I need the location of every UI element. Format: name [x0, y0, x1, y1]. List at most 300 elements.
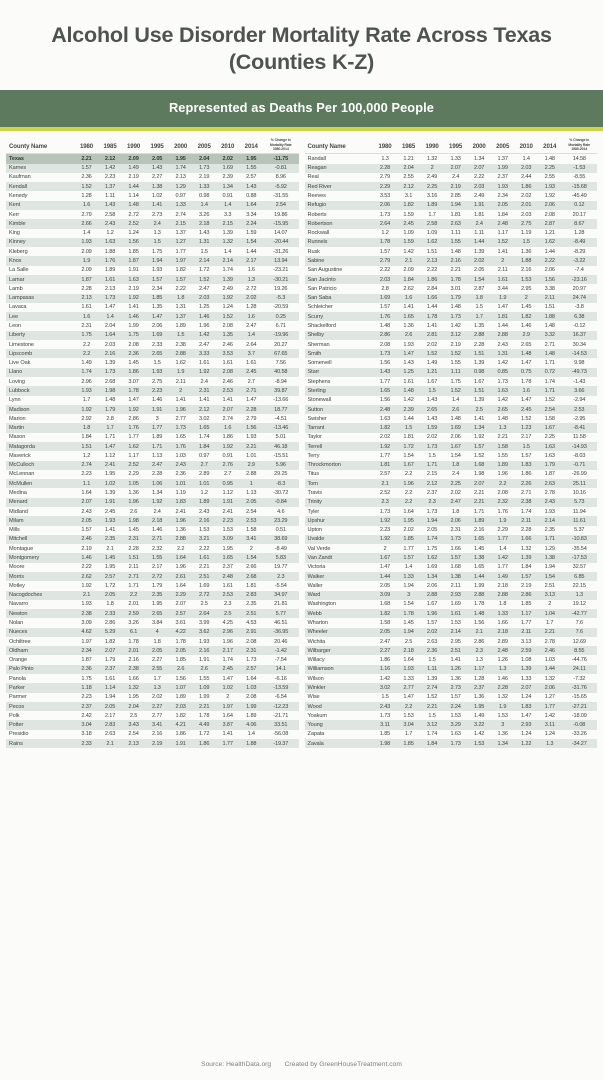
- rate-cell: 1.91: [199, 657, 210, 664]
- rate-cell: 3.09: [81, 619, 92, 626]
- rate-cell: 1.68: [379, 601, 391, 608]
- rate-cell: 1.74: [544, 378, 555, 385]
- rate-cell: 2.74: [420, 683, 444, 692]
- rate-cell: 1.19: [175, 490, 186, 497]
- rate-cell: 1.41: [199, 397, 210, 404]
- rate-cell: 1.86: [521, 471, 532, 478]
- rate-cell: 1.55: [199, 675, 210, 682]
- rate-cell: 1.27: [169, 238, 193, 247]
- rate-cell: 1.67: [538, 423, 562, 432]
- county-name-cell: Texas: [6, 154, 75, 164]
- county-name-cell: King: [9, 230, 20, 237]
- rate-cell: 2.18: [491, 628, 515, 637]
- rate-cell: 1.14: [128, 193, 139, 200]
- county-name-cell: Willacy: [307, 657, 325, 664]
- rate-cell: 2.86: [473, 638, 485, 645]
- rate-cell: 2.5: [216, 609, 240, 618]
- rate-cell: 1.65: [192, 423, 216, 432]
- rate-cell: 2.13: [122, 739, 146, 748]
- col-header-1995-right: 1995: [444, 137, 468, 154]
- rate-cell: 3.04: [75, 720, 99, 729]
- col-header-pct-change: [263, 137, 299, 154]
- rate-cell: 3.43: [122, 720, 146, 729]
- rate-cell: 2.6: [129, 508, 138, 515]
- rate-cell: 1.24: [521, 694, 532, 701]
- rate-cell: 1.57: [514, 572, 538, 581]
- rate-cell: 2.88: [169, 349, 193, 358]
- rate-cell: 2.03: [169, 702, 193, 711]
- rate-cell: 2.3: [224, 601, 232, 608]
- rate-cell: 2.2: [122, 591, 146, 600]
- table-row: [6, 294, 299, 303]
- rate-cell: 1.73: [444, 739, 468, 748]
- pct-change-cell: -15.65: [571, 694, 587, 701]
- rate-cell: 1.96: [199, 322, 210, 329]
- pct-change-cell: -49.73: [562, 368, 598, 377]
- rate-cell: 1.78: [420, 312, 444, 321]
- rate-cell: 1.89: [175, 694, 186, 701]
- rate-cell: 2.15: [426, 471, 438, 478]
- pct-change-cell: -21.71: [273, 712, 289, 719]
- rate-cell: 1.46: [151, 527, 163, 534]
- rate-cell: 2.05: [169, 646, 193, 655]
- table-row: [6, 219, 299, 228]
- rate-cell: 1.03: [544, 657, 555, 664]
- rate-cell: 4.06: [239, 720, 263, 729]
- rate-cell: 1.64: [98, 331, 122, 340]
- rate-cell: 1.66: [497, 619, 508, 626]
- table-row: [305, 340, 598, 349]
- rate-cell: 1.51: [75, 442, 99, 451]
- rate-cell: 1.01: [169, 479, 193, 488]
- rate-cell: 1.87: [122, 256, 146, 265]
- rate-cell: 2.28: [491, 683, 515, 692]
- rate-cell: 3: [155, 415, 159, 422]
- rate-cell: 2.05: [98, 591, 122, 600]
- rate-cell: 1.83: [514, 702, 538, 711]
- table-row: [305, 516, 598, 525]
- rate-cell: 2.35: [544, 527, 555, 534]
- rate-cell: 2.2: [397, 498, 421, 507]
- rate-cell: 1.45: [473, 545, 485, 552]
- table-row: [305, 553, 598, 562]
- rate-cell: 1.8: [444, 461, 468, 470]
- rate-cell: 2.22: [175, 285, 186, 292]
- rate-cell: 2.91: [239, 628, 263, 637]
- rate-cell: 1: [239, 479, 263, 488]
- rate-cell: 1.65: [467, 535, 491, 544]
- rate-cell: 2.17: [151, 564, 163, 571]
- rate-cell: 1.48: [467, 609, 491, 618]
- rate-cell: 1.61: [98, 275, 122, 284]
- table-row: [6, 628, 299, 637]
- rate-cell: 1.78: [444, 275, 468, 284]
- county-name-cell: Randall: [307, 155, 326, 162]
- county-name-cell: Lamb: [9, 285, 23, 292]
- rate-cell: 2.83: [98, 720, 122, 729]
- rate-cell: 1.86: [420, 275, 444, 284]
- col-header-1980-right: 1980: [373, 137, 397, 154]
- rate-cell: 2.45: [397, 219, 421, 228]
- pct-change-line-2-right: Mortality Rate: [568, 142, 591, 147]
- rate-cell: 1.19: [521, 230, 532, 237]
- pct-change-cell: 32.57: [572, 564, 586, 571]
- rate-cell: 2.95: [521, 285, 532, 292]
- rate-cell: 2.39: [222, 174, 233, 181]
- table-row: [305, 461, 598, 470]
- rate-cell: 1.47: [98, 442, 122, 451]
- rate-cell: 2.71: [521, 490, 532, 497]
- rate-cell: 1.81: [373, 461, 397, 470]
- table-row: [305, 535, 598, 544]
- title-line-2: (Counties K-Z): [228, 50, 375, 75]
- pct-change-cell: -27.21: [562, 702, 598, 711]
- rate-cell: 2.16: [151, 731, 163, 738]
- left-table-body: [6, 154, 299, 749]
- rate-cell: 1.9: [169, 368, 193, 377]
- table-row: [6, 739, 299, 748]
- table-row: [305, 433, 598, 442]
- rate-cell: 1.92: [75, 405, 99, 414]
- table-row: [305, 470, 598, 479]
- rate-cell: 2.07: [444, 164, 468, 173]
- rate-cell: 1.77: [538, 702, 562, 711]
- rate-cell: 1.92: [81, 582, 92, 589]
- rate-cell: 2.68: [239, 572, 263, 581]
- rate-cell: 1.63: [122, 275, 146, 284]
- rate-cell: 2.42: [81, 712, 92, 719]
- rate-cell: 1.63: [450, 731, 461, 738]
- rate-cell: 2.54: [246, 508, 257, 515]
- rate-cell: 1.88: [239, 739, 263, 748]
- rate-cell: 1.69: [444, 423, 468, 432]
- rate-cell: 1.79: [98, 405, 122, 414]
- rate-cell: 1.3: [153, 230, 161, 237]
- rate-cell: 1.64: [175, 582, 186, 589]
- county-name-cell: Nolan: [9, 619, 24, 626]
- rate-cell: 2.2: [176, 545, 185, 552]
- pct-change-line-1-right: % Change in: [569, 138, 590, 143]
- rate-cell: 1.89: [491, 461, 515, 470]
- rate-cell: 1.32: [544, 675, 555, 682]
- rate-cell: 1.33: [403, 675, 414, 682]
- rate-cell: 2.31: [192, 386, 216, 395]
- rate-cell: 1.73: [426, 508, 438, 515]
- rate-cell: 1.6: [75, 312, 99, 321]
- rate-cell: 1.56: [122, 238, 146, 247]
- rate-cell: 1.43: [239, 182, 263, 191]
- rate-cell: 2.16: [473, 527, 485, 534]
- rate-cell: 1.39: [473, 360, 485, 367]
- table-row: [305, 451, 598, 460]
- rate-cell: 2.25: [444, 479, 468, 488]
- pct-change-cell: -7.54: [274, 657, 287, 664]
- col-header-1995: 1995: [145, 137, 169, 154]
- rate-cell: 3.44: [497, 285, 508, 292]
- rate-cell: 1.52: [75, 182, 99, 191]
- rate-cell: 2.02: [426, 434, 438, 441]
- rate-cell: 1.56: [379, 397, 391, 404]
- footer: [0, 1048, 603, 1080]
- pct-change-cell: 7.56: [275, 360, 286, 367]
- rate-cell: 1.74: [169, 164, 193, 173]
- rate-cell: 1.42: [491, 553, 515, 562]
- rate-cell: 1.86: [222, 434, 233, 441]
- county-name-cell: Medina: [9, 490, 27, 497]
- pct-change-cell: -34.27: [562, 739, 598, 748]
- rate-cell: 1.11: [105, 193, 115, 200]
- rate-cell: 1.85: [397, 739, 421, 748]
- rate-cell: 1.75: [450, 378, 461, 385]
- pct-change-cell: -1.42: [263, 646, 299, 655]
- pct-change-cell: -18.09: [571, 712, 587, 719]
- rate-cell: 1.93: [544, 508, 555, 515]
- rate-cell: 2.29: [497, 527, 508, 534]
- rate-cell: 1.64: [169, 553, 193, 562]
- rate-cell: 2.61: [169, 572, 193, 581]
- rate-cell: 1.62: [420, 553, 444, 562]
- rate-cell: 1.2: [82, 452, 91, 459]
- rate-cell: 2.48: [216, 572, 240, 581]
- table-row: [305, 646, 598, 655]
- rate-cell: 1.51: [544, 304, 555, 311]
- rate-cell: 1.97: [81, 638, 92, 645]
- rate-cell: 2.88: [491, 591, 515, 600]
- county-name-cell: Wheeler: [305, 628, 374, 637]
- rate-cell: 2.02: [151, 694, 163, 701]
- rate-cell: 2.88: [467, 331, 491, 340]
- rate-cell: 1.73: [246, 657, 257, 664]
- county-name-cell: Marion: [9, 415, 26, 422]
- county-name-cell: Taylor: [307, 434, 322, 441]
- table-row: [305, 210, 598, 219]
- rate-cell: 2.19: [128, 285, 139, 292]
- rate-cell: 2.16: [444, 256, 468, 265]
- pct-change-cell: -11.75: [263, 154, 299, 164]
- rate-cell: 1.58: [544, 415, 555, 422]
- rate-cell: 3.26: [199, 211, 210, 218]
- rate-cell: 1.57: [75, 164, 99, 173]
- rate-cell: 1.41: [104, 527, 116, 534]
- rate-cell: 2.16: [521, 267, 532, 274]
- rate-cell: 1.76: [169, 442, 193, 451]
- rate-cell: 1.91: [169, 739, 193, 748]
- rate-cell: 2.33: [98, 609, 122, 618]
- table-row: [6, 591, 299, 600]
- rate-cell: 2.23: [379, 527, 391, 534]
- rate-cell: 1.89: [192, 498, 216, 507]
- rate-cell: 1.66: [420, 294, 444, 303]
- rate-cell: 1.66: [514, 535, 538, 544]
- rate-cell: 2.43: [497, 341, 508, 348]
- rate-cell: 2.65: [491, 405, 515, 414]
- pct-change-cell: 19.86: [274, 211, 288, 218]
- rate-cell: 1.01: [246, 452, 257, 459]
- pct-change-cell: 46.18: [263, 442, 299, 451]
- rate-cell: 1.39: [104, 360, 116, 367]
- table-row: [6, 266, 299, 275]
- table-row: [6, 396, 299, 405]
- rate-cell: 2.58: [420, 219, 444, 228]
- county-name-cell: Sterling: [305, 386, 374, 395]
- county-name-cell: Kerr: [9, 211, 20, 218]
- rate-cell: 3.04: [397, 720, 421, 729]
- table-row: [6, 238, 299, 247]
- rate-cell: 2.07: [467, 164, 491, 173]
- rate-cell: 1.77: [175, 248, 186, 255]
- county-name-cell: Terrell: [305, 442, 374, 451]
- county-name-cell: Ochiltree: [9, 638, 31, 645]
- table-row: [305, 191, 598, 200]
- rate-cell: 1.24: [521, 731, 532, 738]
- county-name-cell: Parker: [6, 683, 75, 692]
- rate-cell: 1.02: [151, 193, 163, 200]
- rate-cell: 1.85: [128, 248, 139, 255]
- county-name-cell: Winkler: [305, 683, 374, 692]
- rate-cell: 2.05: [373, 628, 397, 637]
- rate-cell: 1.4: [224, 248, 232, 255]
- rate-cell: 2.22: [538, 256, 562, 265]
- rate-cell: 1.8: [106, 601, 114, 608]
- county-name-cell: Ward: [305, 591, 374, 600]
- county-name-cell: Panola: [9, 675, 26, 682]
- rate-cell: 1.1: [75, 479, 99, 488]
- pct-change-cell: -6.54: [274, 694, 287, 701]
- pct-change-cell: -12.23: [263, 702, 299, 711]
- table-row: [6, 312, 299, 321]
- rate-cell: 2.3: [467, 646, 491, 655]
- rate-cell: 1.35: [151, 304, 163, 311]
- table-row: [6, 498, 299, 507]
- pct-change-cell: -8.03: [573, 452, 586, 459]
- rate-cell: 2.48: [373, 405, 397, 414]
- rate-cell: 2.03: [192, 294, 216, 303]
- rate-cell: 1.96: [222, 638, 233, 645]
- rate-cell: 1.64: [81, 490, 92, 497]
- pct-change-cell: 19.12: [572, 601, 586, 608]
- rate-cell: 2.96: [81, 378, 92, 385]
- rate-cell: 1.74: [521, 508, 532, 515]
- pct-change-cell: 33.51: [263, 720, 299, 729]
- rate-cell: 3.32: [538, 331, 562, 340]
- rate-cell: 1.71: [538, 535, 562, 544]
- table-row: [6, 284, 299, 293]
- rate-cell: 1.82: [104, 638, 116, 645]
- rate-cell: 2.59: [122, 609, 146, 618]
- pct-change-cell: 23.29: [263, 516, 299, 525]
- rate-cell: 1.99: [473, 582, 485, 589]
- rate-cell: 1.18: [75, 683, 99, 692]
- rate-cell: 1.94: [420, 516, 444, 525]
- rate-cell: 1.37: [175, 230, 186, 237]
- rate-cell: 1.85: [379, 731, 391, 738]
- rate-cell: 2.21: [75, 154, 99, 164]
- rate-cell: 2.06: [544, 267, 555, 274]
- rate-cell: 3.99: [199, 619, 210, 626]
- rate-cell: 2.09: [81, 267, 92, 274]
- rate-cell: 1.47: [403, 694, 414, 701]
- rate-cell: 1.61: [81, 304, 92, 311]
- rate-cell: 2.65: [145, 349, 169, 358]
- table-row: [305, 609, 598, 618]
- table-row: [6, 256, 299, 265]
- pct-change-cell: 13.94: [263, 256, 299, 265]
- rate-cell: 1.67: [426, 601, 438, 608]
- table-row: [6, 711, 299, 720]
- rate-cell: 0.85: [491, 368, 515, 377]
- county-name-cell: Nacogdoches: [6, 591, 75, 600]
- rate-cell: 1.95: [467, 702, 491, 711]
- rate-cell: 1.71: [538, 386, 562, 395]
- county-name-cell: Rains: [6, 739, 75, 748]
- rate-cell: 2.08: [128, 341, 139, 348]
- rate-cell: 1.53: [403, 712, 414, 719]
- rate-cell: 1.34: [216, 182, 240, 191]
- rate-cell: 2.17: [239, 256, 263, 265]
- rate-cell: 1.25: [199, 304, 210, 311]
- rate-cell: 1.55: [450, 360, 461, 367]
- table-row: [305, 423, 598, 432]
- rate-cell: 2.11: [450, 582, 461, 589]
- table-row: [6, 507, 299, 516]
- county-name-cell: Williamson: [305, 665, 374, 674]
- rate-cell: 1.39: [473, 397, 485, 404]
- rate-cell: 1.86: [379, 657, 391, 664]
- rate-cell: 1.93: [403, 341, 414, 348]
- county-name-cell: Parmer: [9, 694, 27, 701]
- rate-cell: 1.33: [169, 201, 193, 210]
- rate-cell: 1.48: [538, 349, 562, 358]
- rate-cell: 2.37: [75, 702, 99, 711]
- rate-cell: 2.16: [98, 349, 122, 358]
- rate-cell: 1.65: [397, 312, 421, 321]
- rate-cell: 2.51: [444, 646, 468, 655]
- rate-cell: 2.07: [175, 601, 186, 608]
- county-name-cell: Oldham: [6, 646, 75, 655]
- rate-cell: 1.84: [81, 434, 92, 441]
- county-name-cell: Reeves: [307, 193, 326, 200]
- county-name-cell: Roberts: [307, 211, 327, 218]
- county-name-cell: Orange: [9, 657, 28, 664]
- rate-cell: 2.11: [497, 267, 508, 274]
- rate-cell: 2.24: [239, 219, 263, 228]
- rate-cell: 1.45: [128, 527, 139, 534]
- table-row: [6, 331, 299, 340]
- rate-cell: 1.46: [122, 312, 146, 321]
- county-name-cell: Refugio: [305, 201, 374, 210]
- pct-change-cell: -5.92: [263, 182, 299, 191]
- rate-cell: 2.04: [122, 702, 146, 711]
- rate-cell: 1.62: [420, 238, 444, 247]
- table-row: [305, 294, 598, 303]
- rate-cell: 1.27: [544, 694, 555, 701]
- rate-cell: 1.9: [491, 516, 515, 525]
- table-row: [6, 655, 299, 664]
- pct-change-cell: -14.93: [562, 442, 598, 451]
- rate-cell: 2.78: [544, 638, 555, 645]
- rate-cell: 2.47: [379, 638, 391, 645]
- rate-cell: 2.43: [169, 461, 193, 470]
- rate-cell: 1.39: [104, 490, 116, 497]
- rate-cell: 1.83: [514, 461, 538, 470]
- rate-cell: 2.35: [246, 601, 257, 608]
- rate-cell: 1.3: [538, 739, 562, 748]
- rate-cell: 2.76: [216, 461, 240, 470]
- col-header-2014: 2014: [239, 137, 263, 154]
- rate-cell: 1.67: [373, 553, 397, 562]
- pct-change-cell: 29.25: [274, 471, 288, 478]
- rate-cell: 1.24: [544, 731, 555, 738]
